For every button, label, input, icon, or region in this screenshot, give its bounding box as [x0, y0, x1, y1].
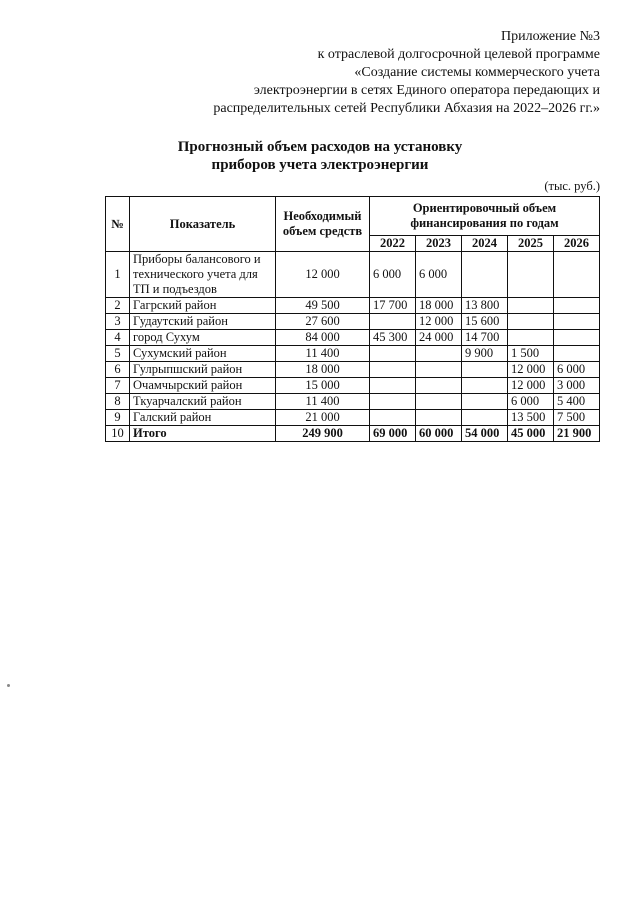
table-row — [106, 394, 600, 410]
row-year-value: 6 000 — [416, 252, 462, 298]
header-year: 2024 — [462, 236, 508, 252]
row-year-value — [462, 378, 508, 394]
header-funding: Ориентировочный объем финансирования по годам — [370, 197, 600, 236]
total-year-value: 21 900 — [554, 426, 600, 442]
row-year-value: 12 000 — [416, 314, 462, 330]
appendix-header — [80, 28, 600, 118]
row-year-value: 17 700 — [370, 298, 416, 314]
row-year-value: 45 300 — [370, 330, 416, 346]
row-indicator: город Сухум — [130, 330, 276, 346]
row-year-value: 5 400 — [554, 394, 600, 410]
row-year-value — [416, 410, 462, 426]
table-row — [106, 314, 600, 330]
row-year-value — [370, 346, 416, 362]
row-num: 4 — [106, 330, 130, 346]
table-header-row — [106, 197, 600, 236]
row-num: 3 — [106, 314, 130, 330]
row-year-value — [416, 378, 462, 394]
table-row — [106, 298, 600, 314]
title-line: приборов учета электроэнергии — [211, 157, 429, 173]
table-row — [106, 330, 600, 346]
header-year: 2025 — [508, 236, 554, 252]
row-year-value — [462, 252, 508, 298]
table-row — [106, 410, 600, 426]
row-indicator: Гудаутский район — [130, 314, 276, 330]
appendix-line: Приложение №3 — [501, 29, 600, 44]
row-year-value — [554, 330, 600, 346]
row-year-value: 7 500 — [554, 410, 600, 426]
total-year-value: 54 000 — [462, 426, 508, 442]
row-year-value: 15 600 — [462, 314, 508, 330]
row-year-value: 12 000 — [508, 378, 554, 394]
total-year-value: 69 000 — [370, 426, 416, 442]
row-num: 2 — [106, 298, 130, 314]
row-num: 6 — [106, 362, 130, 378]
table-row — [106, 362, 600, 378]
row-indicator: Приборы балансового и технического учета для ТП и подъездов — [130, 252, 276, 298]
row-num: 9 — [106, 410, 130, 426]
row-required: 11 400 — [276, 346, 370, 362]
row-indicator: Гулрыпшский район — [130, 362, 276, 378]
row-required: 27 600 — [276, 314, 370, 330]
row-indicator: Ткуарчалский район — [130, 394, 276, 410]
row-year-value: 6 000 — [370, 252, 416, 298]
header-required: Необходимый объем средств — [276, 197, 370, 252]
expenses-table — [105, 196, 600, 442]
units-note: (тыс. руб.) — [544, 179, 600, 193]
table-row — [106, 346, 600, 362]
row-required: 11 400 — [276, 394, 370, 410]
appendix-line: «Создание системы коммерческого учета — [354, 65, 600, 80]
appendix-line: электроэнергии в сетях Единого оператора передающих и — [253, 83, 600, 98]
row-required: 12 000 — [276, 252, 370, 298]
row-year-value: 1 500 — [508, 346, 554, 362]
row-num: 5 — [106, 346, 130, 362]
table-total-row — [106, 426, 600, 442]
total-label: Итого — [130, 426, 276, 442]
row-year-value — [462, 410, 508, 426]
row-year-value — [554, 314, 600, 330]
row-year-value — [508, 252, 554, 298]
row-indicator: Очамчырский район — [130, 378, 276, 394]
total-year-value: 60 000 — [416, 426, 462, 442]
row-year-value: 13 800 — [462, 298, 508, 314]
row-required: 84 000 — [276, 330, 370, 346]
row-required: 49 500 — [276, 298, 370, 314]
row-year-value — [462, 394, 508, 410]
row-year-value — [416, 346, 462, 362]
row-indicator: Сухумский район — [130, 346, 276, 362]
row-year-value: 12 000 — [508, 362, 554, 378]
row-year-value — [554, 252, 600, 298]
row-year-value: 6 000 — [508, 394, 554, 410]
total-num: 10 — [106, 426, 130, 442]
header-year: 2023 — [416, 236, 462, 252]
header-year: 2026 — [554, 236, 600, 252]
appendix-line: распределительных сетей Республики Абхазия на 2022–2026 гг.» — [213, 101, 600, 116]
row-year-value: 9 900 — [462, 346, 508, 362]
table-row — [106, 252, 600, 298]
document-title — [0, 138, 640, 174]
row-year-value — [416, 362, 462, 378]
row-year-value — [416, 394, 462, 410]
row-year-value: 24 000 — [416, 330, 462, 346]
row-year-value — [554, 346, 600, 362]
row-num: 8 — [106, 394, 130, 410]
appendix-line: к отраслевой долгосрочной целевой программе — [317, 47, 600, 62]
row-year-value: 13 500 — [508, 410, 554, 426]
row-year-value: 18 000 — [416, 298, 462, 314]
row-year-value: 3 000 — [554, 378, 600, 394]
row-required: 15 000 — [276, 378, 370, 394]
row-year-value — [370, 410, 416, 426]
row-required: 18 000 — [276, 362, 370, 378]
total-year-value: 45 000 — [508, 426, 554, 442]
header-indicator: Показатель — [130, 197, 276, 252]
header-num: № — [106, 197, 130, 252]
row-year-value — [508, 330, 554, 346]
row-year-value — [508, 298, 554, 314]
table-row — [106, 378, 600, 394]
row-year-value — [370, 314, 416, 330]
row-year-value — [508, 314, 554, 330]
row-num: 1 — [106, 252, 130, 298]
row-year-value — [554, 298, 600, 314]
row-required: 21 000 — [276, 410, 370, 426]
row-year-value: 6 000 — [554, 362, 600, 378]
row-year-value: 14 700 — [462, 330, 508, 346]
row-year-value — [370, 394, 416, 410]
row-indicator: Галский район — [130, 410, 276, 426]
row-indicator: Гагрский район — [130, 298, 276, 314]
title-line: Прогнозный объем расходов на установку — [177, 139, 463, 155]
total-required: 249 900 — [276, 426, 370, 442]
row-num: 7 — [106, 378, 130, 394]
row-year-value — [462, 362, 508, 378]
header-year: 2022 — [370, 236, 416, 252]
row-year-value — [370, 362, 416, 378]
scan-speck — [7, 684, 10, 687]
row-year-value — [370, 378, 416, 394]
